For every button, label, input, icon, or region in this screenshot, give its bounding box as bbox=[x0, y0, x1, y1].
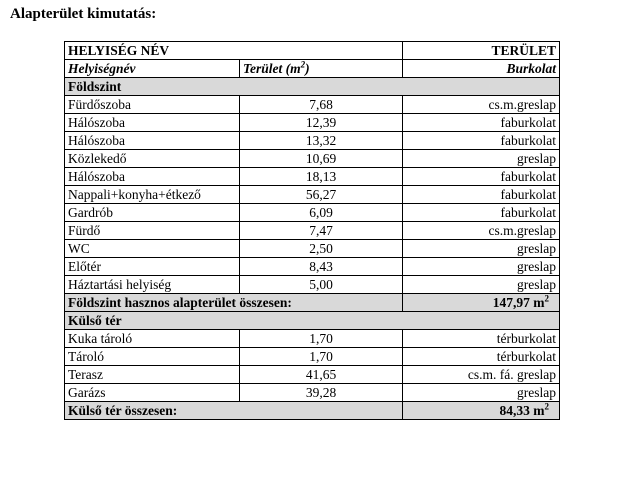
area-cell: 1,70 bbox=[240, 348, 403, 366]
covering-cell: greslap bbox=[403, 150, 560, 168]
room-name-cell: Háztartási helyiség bbox=[65, 276, 240, 294]
section-row bbox=[65, 78, 560, 96]
area-cell: 1,70 bbox=[240, 330, 403, 348]
section-title: Földszint bbox=[65, 78, 560, 96]
table-row bbox=[65, 168, 560, 186]
table-row bbox=[65, 150, 560, 168]
subheader-area-text: Terület (m bbox=[243, 61, 301, 76]
covering-cell: greslap bbox=[403, 384, 560, 402]
header-area: TERÜLET bbox=[403, 42, 560, 60]
covering-cell: faburkolat bbox=[403, 204, 560, 222]
subheader-area bbox=[240, 60, 403, 78]
area-cell: 2,50 bbox=[240, 240, 403, 258]
total-unit-sup: 2 bbox=[544, 293, 550, 304]
header-room: HELYISÉG NÉV bbox=[65, 42, 403, 60]
table-row bbox=[65, 96, 560, 114]
table-row bbox=[65, 132, 560, 150]
table-row bbox=[65, 366, 560, 384]
area-cell: 6,09 bbox=[240, 204, 403, 222]
area-cell: 39,28 bbox=[240, 384, 403, 402]
section-total-row bbox=[65, 402, 560, 420]
area-table bbox=[64, 41, 560, 420]
area-cell: 10,69 bbox=[240, 150, 403, 168]
table-row bbox=[65, 348, 560, 366]
table-row bbox=[65, 240, 560, 258]
table-row bbox=[65, 222, 560, 240]
room-name-cell: Előtér bbox=[65, 258, 240, 276]
area-cell: 5,00 bbox=[240, 276, 403, 294]
covering-cell: faburkolat bbox=[403, 186, 560, 204]
room-name-cell: WC bbox=[65, 240, 240, 258]
table-row bbox=[65, 276, 560, 294]
table-row bbox=[65, 330, 560, 348]
room-name-cell: Hálószoba bbox=[65, 132, 240, 150]
room-name-cell: Nappali+konyha+étkező bbox=[65, 186, 240, 204]
table-row bbox=[65, 186, 560, 204]
covering-cell: greslap bbox=[403, 276, 560, 294]
covering-cell: cs.m.greslap bbox=[403, 96, 560, 114]
covering-cell: térburkolat bbox=[403, 348, 560, 366]
room-name-cell: Fürdő bbox=[65, 222, 240, 240]
total-value: 147,97 m bbox=[492, 295, 545, 310]
total-value: 84,33 m bbox=[499, 403, 545, 418]
area-cell: 13,32 bbox=[240, 132, 403, 150]
subheader-area-tail: ) bbox=[305, 61, 310, 76]
area-cell: 8,43 bbox=[240, 258, 403, 276]
covering-cell: térburkolat bbox=[403, 330, 560, 348]
covering-cell: greslap bbox=[403, 240, 560, 258]
table-row bbox=[65, 204, 560, 222]
table-subheader-row bbox=[65, 60, 560, 78]
covering-cell: cs.m.greslap bbox=[403, 222, 560, 240]
covering-cell: faburkolat bbox=[403, 168, 560, 186]
table-header-row bbox=[65, 42, 560, 60]
area-cell: 7,68 bbox=[240, 96, 403, 114]
subheader-covering: Burkolat bbox=[403, 60, 560, 78]
area-cell: 18,13 bbox=[240, 168, 403, 186]
room-name-cell: Gardrób bbox=[65, 204, 240, 222]
room-name-cell: Hálószoba bbox=[65, 168, 240, 186]
room-name-cell: Tároló bbox=[65, 348, 240, 366]
section-row bbox=[65, 312, 560, 330]
area-cell: 41,65 bbox=[240, 366, 403, 384]
room-name-cell: Kuka tároló bbox=[65, 330, 240, 348]
covering-cell: faburkolat bbox=[403, 114, 560, 132]
covering-cell: greslap bbox=[403, 258, 560, 276]
section-title: Külső tér bbox=[65, 312, 560, 330]
room-name-cell: Hálószoba bbox=[65, 114, 240, 132]
covering-cell: faburkolat bbox=[403, 132, 560, 150]
area-cell: 12,39 bbox=[240, 114, 403, 132]
total-label: Földszint hasznos alapterület összesen: bbox=[65, 294, 403, 312]
table-row bbox=[65, 384, 560, 402]
subheader-room: Helyiségnév bbox=[65, 60, 240, 78]
total-value-cell bbox=[403, 402, 560, 420]
room-name-cell: Garázs bbox=[65, 384, 240, 402]
area-cell: 56,27 bbox=[240, 186, 403, 204]
room-name-cell: Közlekedő bbox=[65, 150, 240, 168]
page-title: Alapterület kimutatás: bbox=[10, 6, 157, 22]
room-name-cell: Terasz bbox=[65, 366, 240, 384]
total-unit-sup: 2 bbox=[544, 401, 550, 412]
table-row bbox=[65, 258, 560, 276]
table-row bbox=[65, 114, 560, 132]
total-label: Külső tér összesen: bbox=[65, 402, 403, 420]
area-cell: 7,47 bbox=[240, 222, 403, 240]
total-value-cell bbox=[403, 294, 560, 312]
section-total-row bbox=[65, 294, 560, 312]
room-name-cell: Fürdőszoba bbox=[65, 96, 240, 114]
table-body bbox=[65, 42, 560, 420]
covering-cell: cs.m. fá. greslap bbox=[403, 366, 560, 384]
subheader-area-sup: 2 bbox=[300, 59, 306, 70]
